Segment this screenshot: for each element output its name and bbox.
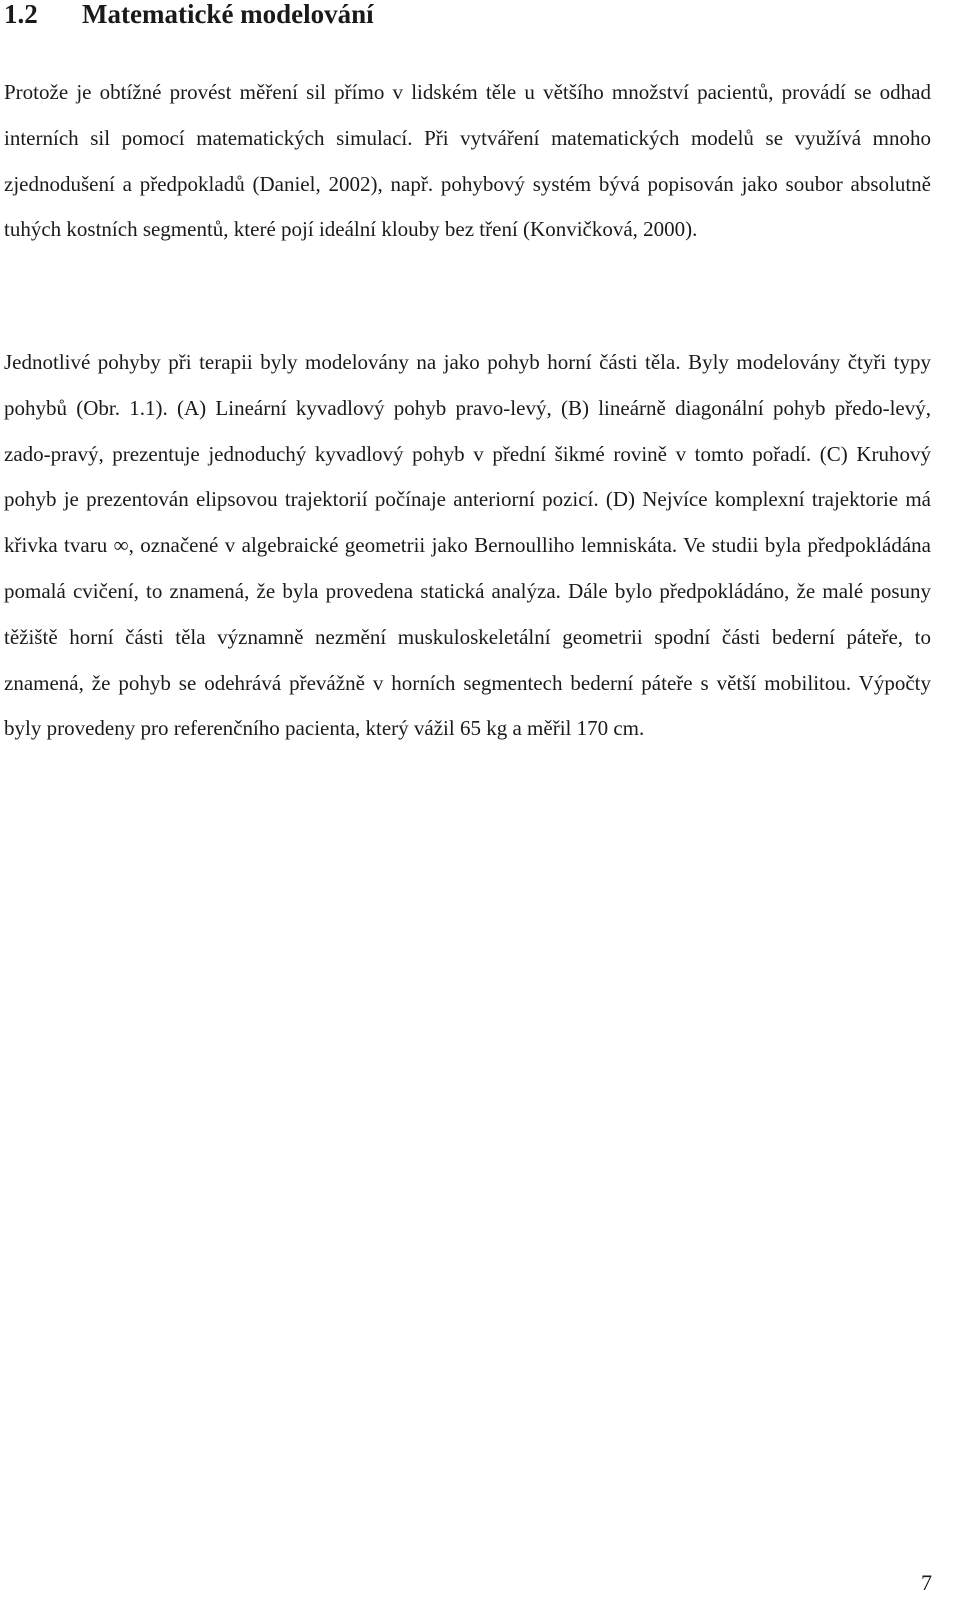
section-heading	[4, 0, 374, 30]
paragraph-intro: Protože je obtížné provést měření sil přímo v lidském těle u většího množství pacientů, provádí se odhad interních sil pomocí matematických simulací. Při vytváření matematických modelů se využívá mnoho zjednodušení a předpokladů (Daniel, 2002), např. pohybový systém bývá popisován jako soubor absolutně tuhých kostních segmentů, které pojí ideální klouby bez tření (Konvičková, 2000).	[4, 80, 931, 242]
section-number: 1.2	[4, 0, 38, 29]
paragraph-movements: Jednotlivé pohyby při terapii byly modelovány na jako pohyb horní části těla. Byly modelovány čtyři typy pohybů (Obr. 1.1). (A) Lineární kyvadlový pohyb pravo-levý, (B) lineárně diagonální pohyb předo-levý, zado-pravý, prezentuje jednoduchý kyvadlový pohyb v přední šikmé rovině v tomto pořadí. (C) Kruhový pohyb je prezentován elipsovou trajektorií počínaje anteriorní pozicí. (D) Nejvíce komplexní trajektorie má křivka tvaru ∞, označené v algebraické geometrii jako Bernoulliho lemniskáta. Ve studii byla předpokládána pomalá cvičení, to znamená, že byla provedena statická analýza. Dále bylo předpokládáno, že malé posuny těžiště horní části těla významně nezmění muskuloskeletální geometrii spodní části bederní páteře, to znamená, že pohyb se odehrává převážně v horních segmentech bederní páteře s větší mobilitou. Výpočty byly provedeny pro referenčního pacienta, který vážil 65 kg a měřil 170 cm.	[4, 350, 931, 741]
page-number: 7	[921, 1570, 932, 1595]
section-title: Matematické modelování	[82, 0, 374, 29]
